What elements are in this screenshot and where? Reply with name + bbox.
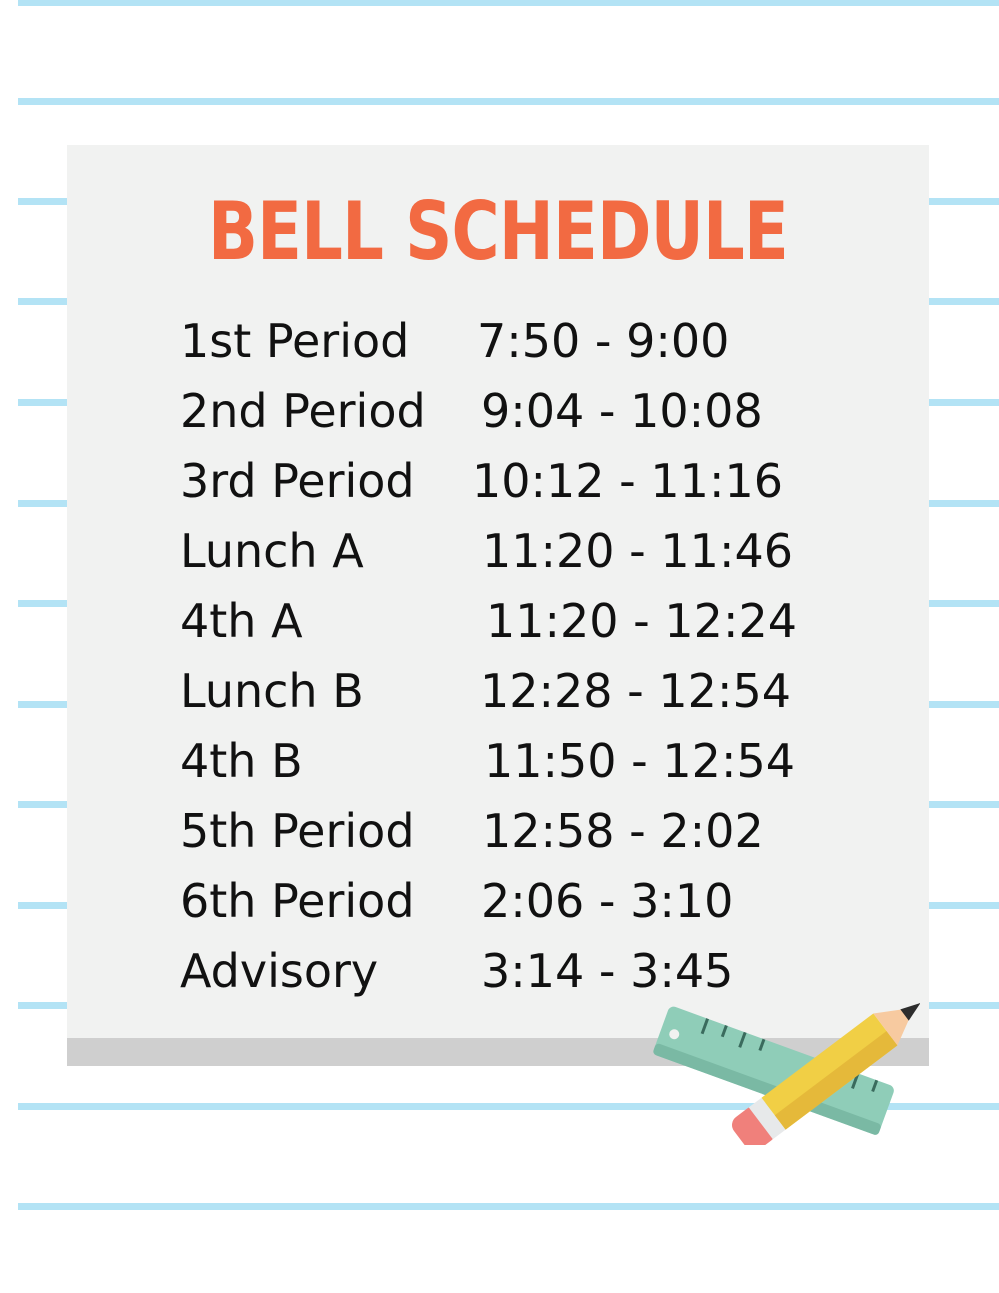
period-time: 2:06 - 3:10 [481,874,734,928]
period-name: 6th Period [180,874,415,928]
period-name: 5th Period [180,804,415,858]
period-time: 11:20 - 12:24 [486,594,797,648]
period-time: 11:50 - 12:54 [484,734,795,788]
period-time: 9:04 - 10:08 [481,384,763,438]
period-time: 12:28 - 12:54 [480,664,791,718]
schedule-title: BELL SCHEDULE [207,185,789,278]
period-name: 4th A [180,594,303,648]
notebook-line [18,98,999,105]
period-time: 3:14 - 3:45 [481,944,734,998]
period-name: Lunch B [180,664,364,718]
period-name: Advisory [180,944,379,998]
period-name: 1st Period [180,314,410,368]
notebook-line [18,0,999,6]
period-name: Lunch A [180,524,364,578]
period-time: 12:58 - 2:02 [482,804,764,858]
period-name: 3rd Period [180,454,415,508]
period-time: 7:50 - 9:00 [477,314,730,368]
period-name: 2nd Period [180,384,426,438]
notebook-line [18,1203,999,1210]
period-name: 4th B [180,734,303,788]
period-time: 11:20 - 11:46 [482,524,793,578]
period-time: 10:12 - 11:16 [472,454,783,508]
pencil-ruler-illustration [640,975,920,1145]
